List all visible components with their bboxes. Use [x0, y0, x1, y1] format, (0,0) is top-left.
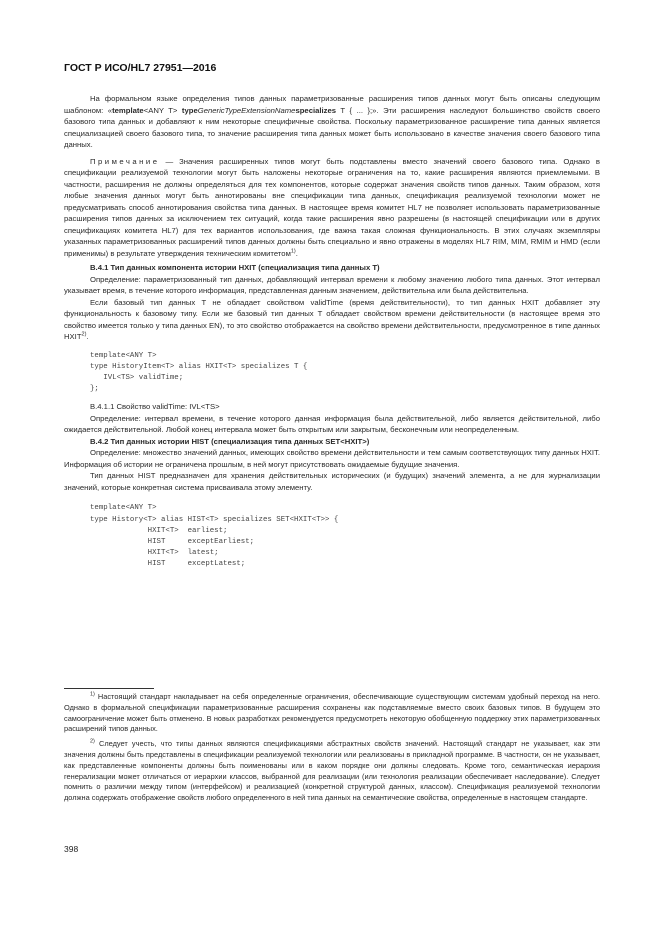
note-label: Примечание: [90, 156, 160, 166]
text-run: На формальном языке определения типов данных параметризованные расширения типов данных могут быть описаны следующим шаблоном: «: [64, 94, 600, 115]
footnote-mark-1: 1): [90, 691, 95, 698]
footnote-separator: [64, 688, 154, 689]
main-body: [64, 93, 600, 577]
generic-type-name: GenericTypeExtensionName: [197, 105, 296, 115]
paragraph-b42-purpose: Тип данных HIST предназначен для хранения действительных исторических (и будущих) значений элемента, а не для журнализации значений, которые конкретная система присваивала этому элементу.: [64, 471, 600, 492]
footnotes: [64, 692, 600, 804]
footnote-ref-1[interactable]: 1): [290, 247, 296, 254]
paragraph-b41-definition: Определение: параметризованный тип данных, добавляющий интервал времени к любому значению любого типа данных. Этот интервал указывает время, в течение которого информация, представленная данным значением, действительна или была действительна.: [64, 274, 600, 295]
footnote-ref-2[interactable]: 2): [81, 331, 87, 338]
footnote-text: Следует учесть, что типы данных являются спецификациями абстрактных свойств значений. Настоящий стандарт не указывает, как эти значения должны быть представлены в спецификации реализуемой технологии или реализованы в прикладной программе. В частности, он не указывает, как представленные компоненты должны быть поименованы или в каком порядке они должны следовать. Кроме того, семантическая иерархия генерализации может отличаться от иерархии классов, выбранной для реализации (или технология реализации обеспечивает наследование). Следует помнить о различии между типом (интерфейсом) и реализацией (конкретной структурой данных, классом). Спецификация реализуемой технологии должна содержать отображение свойств любого определенного в ней типа данных на семантические свойства, определенные в настоящем стандарте.: [64, 739, 600, 803]
document-header: ГОСТ Р ИСО/HL7 27951—2016: [64, 62, 217, 74]
section-heading-b411: B.4.1.1 Свойство validTime: IVL<TS>: [90, 402, 220, 412]
code-block-hist: template<ANY T> type History<T> alias HIST<T> specializes SET<HXIT<T>> { HXIT<T> earliest; HIST exceptEarliest; HXIT<T> latest; HIST exceptLatest;: [90, 504, 339, 569]
page-number: 398: [64, 844, 79, 854]
keyword-type: type: [181, 105, 198, 115]
keyword-specializes: specializes: [295, 105, 337, 115]
text-run: .: [86, 332, 89, 341]
text-run: T { ... };». Эти расширения наследуют большинство свойств своего базового типа данных и добавляют к ним некоторые специфичные свойства. Поскольку параметризованное расширение типа данных является специализацией своего базового типа, то значение расширения типа данных может быть использовано в качестве значения своего базового типа данных.: [64, 105, 600, 149]
text-run: <ANY T>: [143, 105, 182, 115]
paragraph-b41-validtime: [64, 297, 600, 343]
code-block-hxit: template<ANY T> type HistoryItem<T> alias HXIT<T> specializes T { IVL<TS> validTime; };: [90, 351, 308, 394]
note-paragraph: [64, 156, 600, 260]
footnote-text: Настоящий стандарт накладывает на себя определенные ограничения, обеспечивающие существующим системам удобный переход на него. Однако в формальной спецификации параметризованные расширения сохранены как подставляемые вместо своих базовых типов. В будущем это самоограничение может быть отменено. В новых разработках рекомендуется предусмотреть некоторую обобщенную поддержку этих параметризованных расширений типов данных.: [64, 692, 600, 734]
footnote-mark-2: 2): [90, 738, 95, 745]
keyword-template: template: [112, 105, 144, 115]
footnote-1: [64, 692, 600, 735]
text-run: Если базовый тип данных T не обладает свойством validTime (время действительности), то тип данных HXIT добавляет эту функциональность к базовому типу. Если же базовый тип данных T обладает свойством времени действительности (в настоящее время это свойство имеется только у типа данных EN), то это свойство отображается на свойство времени действительности, предусмотренное в типе данных HXIT: [64, 297, 600, 341]
paragraph-intro: [64, 93, 600, 151]
section-heading-b42: B.4.2 Тип данных истории HIST (специализация типа данных SET<HXIT>): [90, 436, 370, 446]
paragraph-b411-definition: Определение: интервал времени, в течение которого данная информация была действительной, либо является действительной, либо ожидается действительной. Любой конец интервала может быть открытым или закрытым, бесконечным или неопределенным.: [64, 413, 600, 435]
paragraph-b42-definition: Определение: множество значений данных, имеющих свойство времени действительности и тем самым соответствующих типу данных HXIT. Информация об истории не ограничена прошлым, в ней могут присутствовать ожидаемые будущие значения.: [64, 448, 600, 469]
note-text: — Значения расширенных типов могут быть подставлены вместо значений своего базового типа. Однако в спецификации реализуемой технологии могут быть наложены некоторые ограничения на то, какие расширения являются приемлемыми. В частности, расширения не должны определяться для тех компонентов, которые содержат значения свойств типов данных. Таким образом, хотя любые значения данных могут быть аннотированы вне спецификации типа данных, спецификация реализуемой технологии может не предусматривать способ аннотирования свойства типа данных. В настоящее время комитет HL7 не позволяет использовать параметризованные расширения типов данных за исключением тех ситуаций, когда такие расширения явно разрешены (в настоящей спецификации или в других спецификациях комитета HL7) для тех вариантов использования, где важна такая сложная функциональность. В этих случаях экземпляры указанных параметризованных расширений типов данных должны быть специально и явно отражены в моделях HL7 RIM, MIM, RMIM и HMD (если применимы) в результате утверждения техническим комитетом: [64, 156, 600, 258]
section-heading-b41: B.4.1 Тип данных компонента истории HXIT (специализация типа данных T): [90, 263, 380, 272]
footnote-2: [64, 739, 600, 804]
text-run: .: [295, 248, 298, 258]
